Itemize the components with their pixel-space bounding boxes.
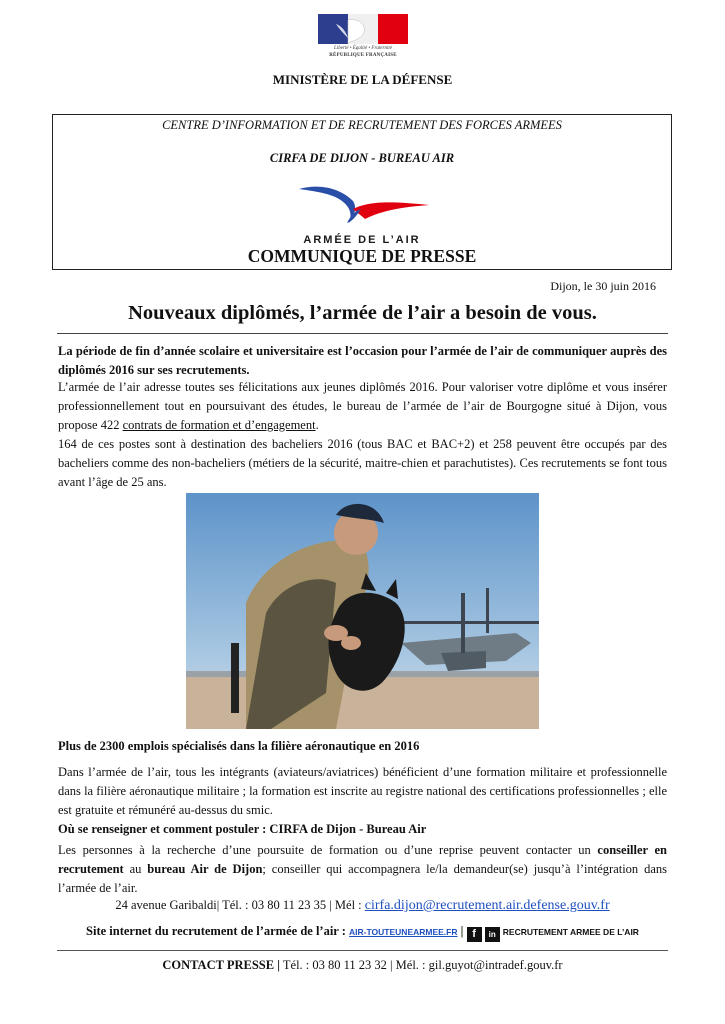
- section-contact-text: [58, 841, 667, 898]
- intro-lead: La période de fin d’année scolaire et universitaire est l’occasion pour l’armée de l’air de communiquer auprès des diplômés 2016 sur ses recrutements.: [58, 344, 667, 377]
- footer-divider: [57, 950, 668, 951]
- date-line: Dijon, le 30 juin 2016: [550, 279, 656, 293]
- intro-p1-end: .: [315, 418, 319, 432]
- armee-de-l-air-text: ARMÉE DE L’AIR: [303, 234, 421, 246]
- title-divider: [57, 333, 668, 334]
- contact-details: Tél. : 03 80 11 23 32 | Mél. : gil.guyot@intradef.gouv.fr: [279, 958, 563, 972]
- site-line: [0, 924, 725, 942]
- cirfa-title: CIRFA DE DIJON - BUREAU AIR: [269, 151, 455, 165]
- address-text: 24 avenue Garibaldi| Tél. : 03 80 11 23 35 | Mél :: [115, 898, 365, 912]
- section-contact-heading: Où se renseigner et comment postuler : CIRFA de Dijon - Bureau Air: [58, 822, 427, 836]
- communique-title: COMMUNIQUE DE PRESSE: [247, 246, 477, 266]
- site-link[interactable]: AIR-TOUTEUNEARMEE.FR: [349, 927, 458, 937]
- facebook-icon[interactable]: f: [467, 927, 482, 942]
- intro-paragraph-1: [58, 378, 667, 435]
- republique-name: RÉPUBLIQUE FRANÇAISE: [329, 53, 397, 58]
- contact-presse-line: [0, 958, 725, 973]
- contact-bold-b: bureau Air de Dijon: [147, 862, 263, 876]
- marianne-logo: [318, 14, 408, 70]
- soldier-with-dog-photo: [186, 493, 539, 729]
- section-jobs-heading: Plus de 2300 emplois spécialisés dans la filière aéronautique en 2016: [58, 739, 420, 753]
- section-jobs-text: Dans l’armée de l’air, tous les intégrants (aviateurs/aviatrices) bénéficient d’une formation militaire et professionnelle dans la filière aéronautique militaire ; la formation est inscrite au registre national des certifications professionnelles ; elle est gratuite et rémunéré au-dessus du smic.: [58, 765, 667, 817]
- centre-info: CENTRE D’INFORMATION ET DE RECRUTEMENT DES FORCES ARMEES: [162, 118, 562, 132]
- site-label: Site internet du recrutement de l’armée de l’air :: [86, 924, 350, 938]
- linkedin-icon[interactable]: in: [485, 927, 500, 942]
- contact-text-c: ; conseiller qui accompagnera le/la demandeur(se) jusqu’à l’intégration dans l’armée de l’air.: [58, 862, 667, 895]
- main-title: Nouveaux diplômés, l’armée de l’air a besoin de vous.: [128, 302, 597, 324]
- republique-motto: Liberté • Égalité • Fraternité: [334, 46, 392, 51]
- contact-text-b: au: [123, 862, 148, 876]
- contact-text-a: Les personnes à la recherche d’une poursuite de formation ou d’une reprise peuvent contacter un: [58, 843, 598, 857]
- site-separator: |: [457, 924, 467, 938]
- intro-paragraph-2: 164 de ces postes sont à destination des bacheliers 2016 (tous BAC et BAC+2) et 258 peuvent être occupés par des bacheliers comme des non-bacheliers (métiers de la sécurité, maitre-chien et parachutistes). Ces recrutements se font tous avant l’âge de 25 ans.: [58, 437, 667, 489]
- armee-de-l-air-logo: [291, 179, 436, 241]
- intro-p1-start: L’armée de l’air adresse toutes ses félicitations aux jeunes diplômés 2016. Pour valoriser votre diplôme et vous insérer professionnellement tout en poursuivant des études, le bureau de l’armée de l’air de Bourgogne situé à Dijon, vous propose 422: [58, 380, 667, 432]
- address-line: [0, 898, 725, 914]
- ministere-title: MINISTÈRE DE LA DÉFENSE: [272, 72, 453, 87]
- header-box: [52, 114, 672, 270]
- contracts-link[interactable]: contrats de formation et d’engagement: [122, 418, 316, 432]
- email-link[interactable]: cirfa.dijon@recrutement.air.defense.gouv.fr: [364, 898, 610, 913]
- social-label: RECRUTEMENT ARMEE DE L’AIR: [502, 927, 639, 937]
- republique-caption: [310, 45, 416, 59]
- contact-bold-a: conseiller en recrutement: [58, 843, 667, 876]
- contact-label: CONTACT PRESSE |: [162, 958, 280, 972]
